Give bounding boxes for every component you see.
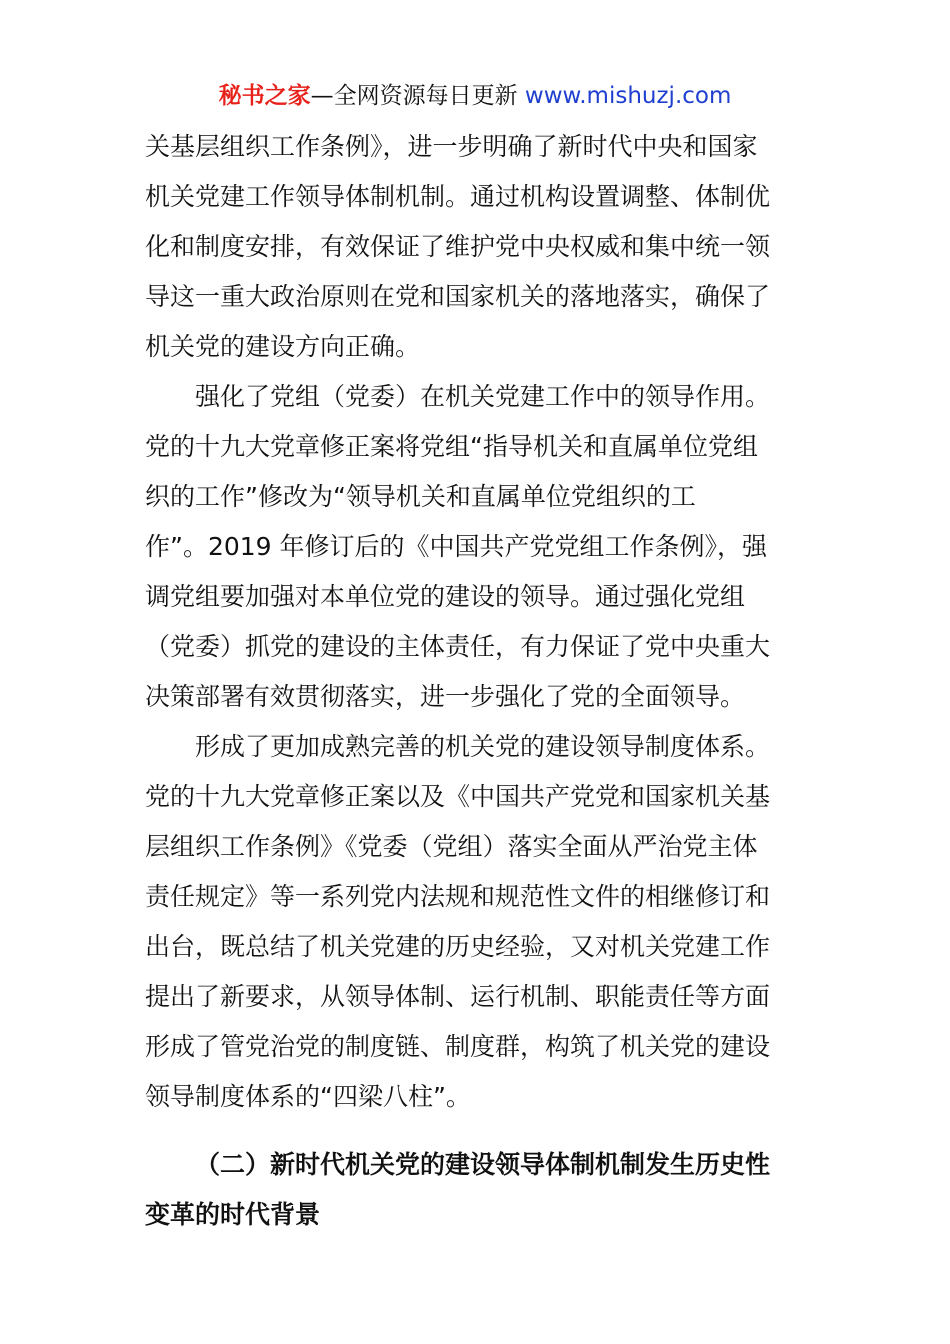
text-line: 党的十九大党章修正案将党组“指导机关和直属单位党组 bbox=[145, 432, 758, 461]
header-url-link[interactable]: www.mishuzj.com bbox=[524, 83, 732, 109]
text-line: 调党组要加强对本单位党的建设的领导。通过强化党组 bbox=[145, 582, 746, 611]
text-line: 领导制度体系的“四梁八柱”。 bbox=[145, 1082, 471, 1111]
text-line: 决策部署有效贯彻落实，进一步强化了党的全面领导。 bbox=[145, 682, 746, 711]
text-line: （党委）抓党的建设的主体责任，有力保证了党中央重大 bbox=[145, 632, 771, 661]
text-line: 机关党建工作领导体制机制。通过机构设置调整、体制优 bbox=[145, 182, 771, 211]
section-heading bbox=[145, 1140, 805, 1240]
text-line: 机关党的建设方向正确。 bbox=[145, 332, 421, 361]
text-line: 化和制度安排，有效保证了维护党中央权威和集中统一领 bbox=[145, 232, 771, 261]
page-header bbox=[0, 80, 950, 112]
text-line: 层组织工作条例》《党委（党组）落实全面从严治党主体 bbox=[145, 832, 758, 861]
text-line: 强化了党组（党委）在机关党建工作中的领导作用。 bbox=[195, 382, 771, 411]
header-tagline: —全网资源每日更新 bbox=[310, 83, 525, 109]
text-line: 责任规定》等一系列党内法规和规范性文件的相继修订和 bbox=[145, 882, 771, 911]
heading-line: 变革的时代背景 bbox=[145, 1200, 321, 1229]
text-line: 作”。2019 年修订后的《中国共产党党组工作条例》，强 bbox=[145, 532, 768, 561]
text-line: 织的工作”修改为“领导机关和直属单位党组织的工 bbox=[145, 482, 696, 511]
text-line: 出台，既总结了机关党建的历史经验，又对机关党建工作 bbox=[145, 932, 771, 961]
text-line: 提出了新要求，从领导体制、运行机制、职能责任等方面 bbox=[145, 982, 771, 1011]
text-line: 形成了管党治党的制度链、制度群，构筑了机关党的建设 bbox=[145, 1032, 771, 1061]
text-line: 关基层组织工作条例》，进一步明确了新时代中央和国家 bbox=[145, 132, 758, 161]
paragraph-2 bbox=[145, 372, 805, 722]
paragraph-3 bbox=[145, 722, 805, 1122]
text-line: 形成了更加成熟完善的机关党的建设领导制度体系。 bbox=[195, 732, 771, 761]
header-brand: 秘书之家 bbox=[218, 83, 311, 109]
paragraph-1 bbox=[145, 122, 805, 372]
heading-line: （二）新时代机关党的建设领导体制机制发生历史性 bbox=[195, 1150, 771, 1179]
text-line: 党的十九大党章修正案以及《中国共产党党和国家机关基 bbox=[145, 782, 771, 811]
document-body bbox=[145, 122, 805, 1240]
text-line: 导这一重大政治原则在党和国家机关的落地落实，确保了 bbox=[145, 282, 771, 311]
